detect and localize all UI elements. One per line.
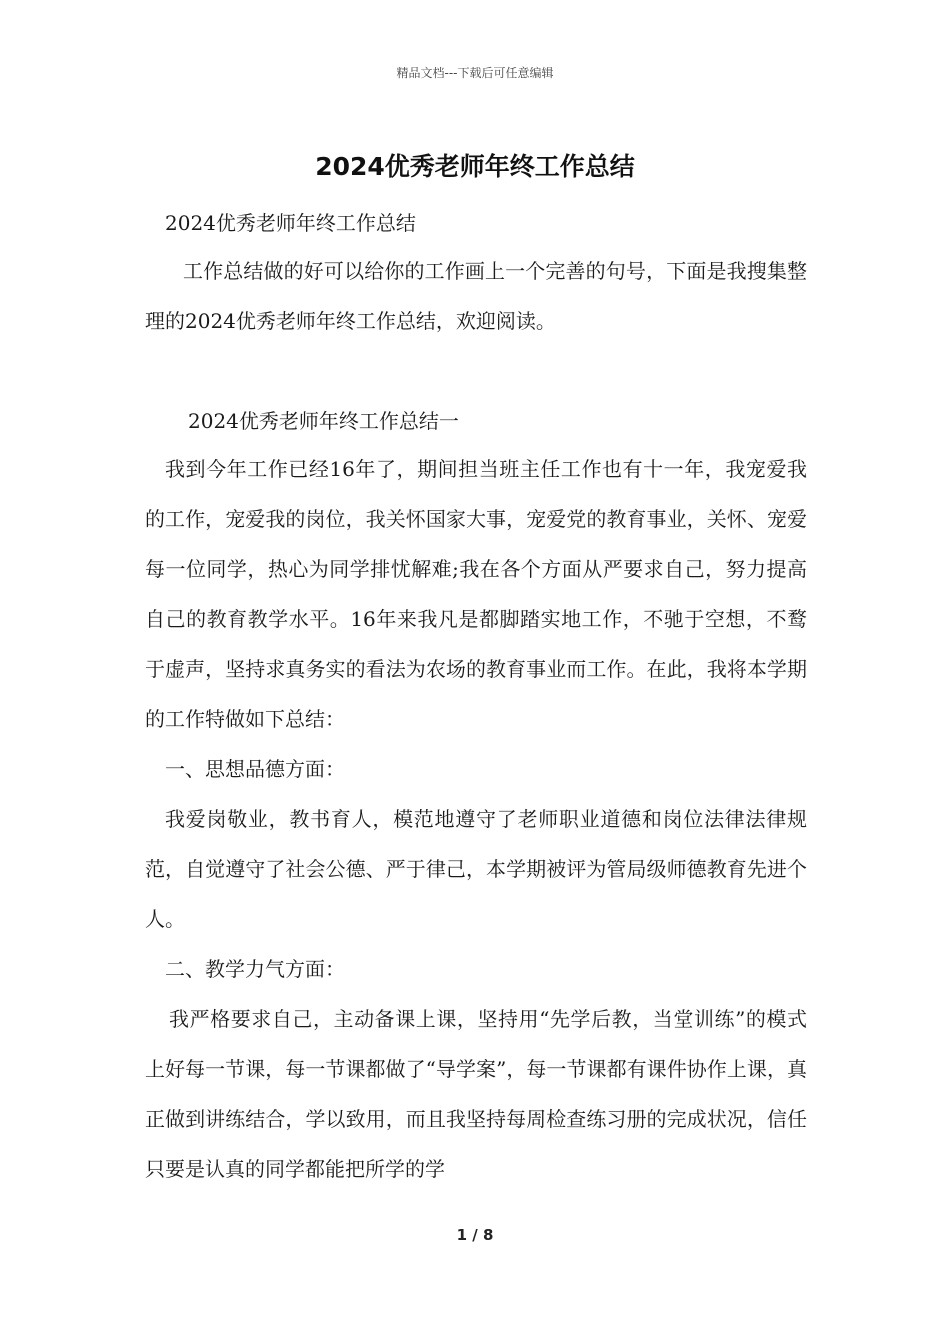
page-header: 精品文档---下载后可任意编辑: [396, 66, 554, 80]
body-paragraph-3: 我严格要求自己，主动备课上课，坚持用“先学后教，当堂训练”的模式上好每一节课，每一节课都做了“导学案”，每一节课都有课件协作上课，真正做到讲练结合，学以致用，而且我坚持每周检查练习册的完成状况，信任只要是认真的同学都能把所学的学: [145, 1007, 807, 1181]
page-number: 1 / 8: [456, 1226, 494, 1244]
intro-paragraph: 工作总结做的好可以给你的工作画上一个完善的句号，下面是我搜集整理的2024优秀老师年终工作总结，欢迎阅读。: [145, 259, 807, 333]
subheading-2: 二、教学力气方面：: [165, 957, 345, 981]
body-paragraph-2: 我爱岗敬业，教书育人，模范地遵守了老师职业道德和岗位法律法律规范，自觉遵守了社会公德、严于律己，本学期被评为管局级师德教育先进个人。: [145, 807, 807, 931]
section-heading: 2024优秀老师年终工作总结一: [188, 409, 459, 433]
document-title: 2024优秀老师年终工作总结: [315, 152, 635, 181]
document-subtitle: 2024优秀老师年终工作总结: [165, 211, 416, 235]
subheading-1: 一、思想品德方面：: [165, 757, 345, 781]
body-paragraph-1: 我到今年工作已经16年了，期间担当班主任工作也有十一年，我宠爱我的工作，宠爱我的岗位，我关怀国家大事，宠爱党的教育事业，关怀、宠爱每一位同学，热心为同学排忧解难;我在各个方面从严要求自己，努力提高自己的教育教学水平。16年来我凡是都脚踏实地工作，不驰于空想，不鹜于虚声，坚持求真务实的看法为农场的教育事业而工作。在此，我将本学期的工作特做如下总结：: [145, 457, 807, 731]
